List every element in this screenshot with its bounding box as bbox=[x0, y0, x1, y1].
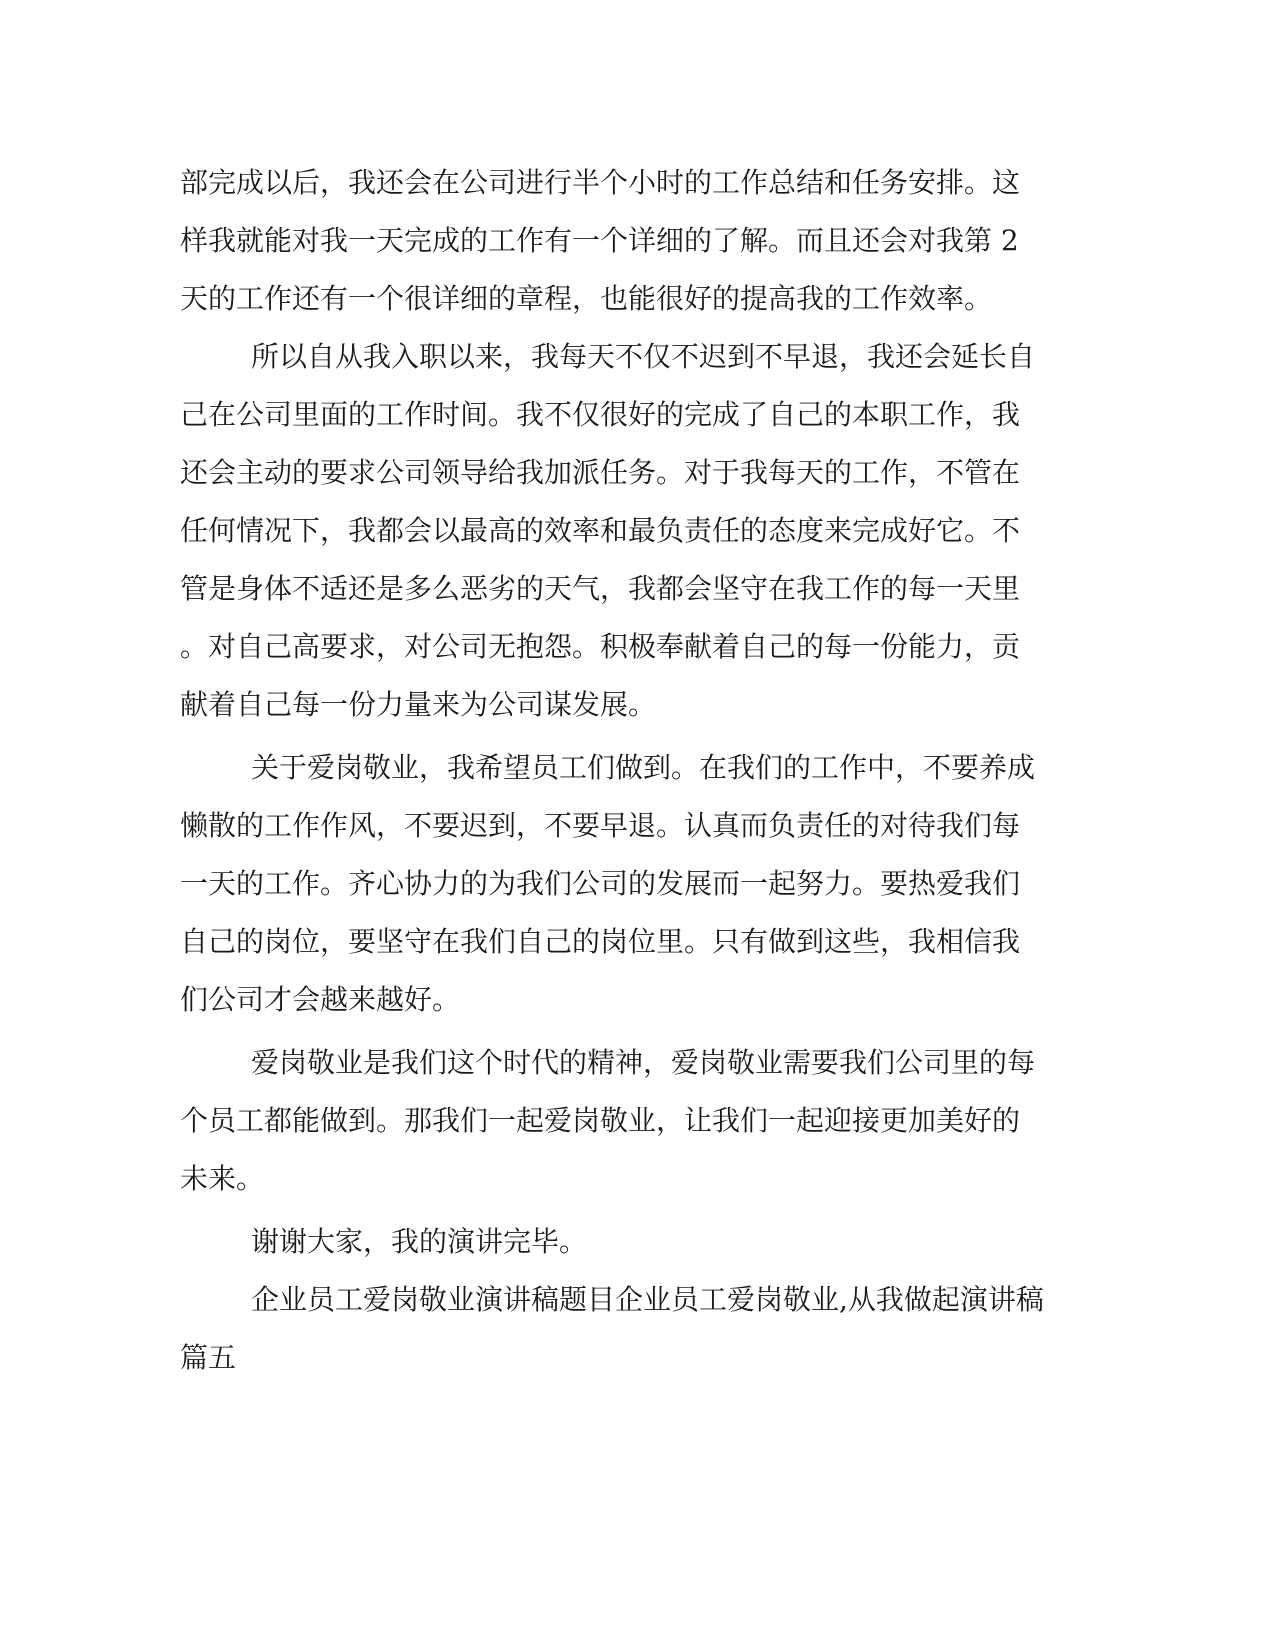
paragraph-first-line: 所以自从我入职以来，我每天不仅不迟到不早退，我还会延长自 bbox=[251, 340, 1036, 373]
text-line: 献着自己每一份力量来为公司谋发展。 bbox=[180, 688, 657, 721]
text-line: 样我就能对我一天完成的工作有一个详细的了解。而且还会对我第 2 bbox=[180, 224, 1019, 257]
text-line: 们公司才会越来越好。 bbox=[180, 983, 461, 1016]
text-line: 个员工都能做到。那我们一起爱岗敬业，让我们一起迎接更加美好的 bbox=[180, 1104, 1021, 1137]
section-heading-line: 企业员工爱岗敬业演讲稿题目企业员工爱岗敬业,从我做起演讲稿 bbox=[251, 1283, 1044, 1316]
text-line: 任何情况下，我都会以最高的效率和最负责任的态度来完成好它。不 bbox=[180, 514, 1021, 547]
text-line: 管是身体不适还是多么恶劣的天气，我都会坚守在我工作的每一天里 bbox=[180, 572, 1021, 605]
text-line: 部完成以后，我还会在公司进行半个小时的工作总结和任务安排。这 bbox=[180, 166, 1021, 199]
section-heading-line: 篇五 bbox=[180, 1341, 237, 1374]
text-line: 。对自己高要求，对公司无抱怨。积极奉献着自己的每一份能力，贡 bbox=[180, 630, 1021, 663]
text-line: 天的工作还有一个很详细的章程，也能很好的提高我的工作效率。 bbox=[180, 282, 993, 315]
text-line: 未来。 bbox=[180, 1162, 265, 1195]
text-line: 己在公司里面的工作时间。我不仅很好的完成了自己的本职工作，我 bbox=[180, 398, 1021, 431]
text-line: 自己的岗位，要坚守在我们自己的岗位里。只有做到这些，我相信我 bbox=[180, 925, 1021, 958]
text-line: 还会主动的要求公司领导给我加派任务。对于我每天的工作，不管在 bbox=[180, 456, 1021, 489]
text-line: 一天的工作。齐心协力的为我们公司的发展而一起努力。要热爱我们 bbox=[180, 867, 1021, 900]
paragraph-first-line: 关于爱岗敬业，我希望员工们做到。在我们的工作中，不要养成 bbox=[251, 751, 1036, 784]
paragraph-first-line: 爱岗敬业是我们这个时代的精神，爱岗敬业需要我们公司里的每 bbox=[251, 1046, 1036, 1079]
text-line: 懒散的工作作风，不要迟到，不要早退。认真而负责任的对待我们每 bbox=[180, 809, 1021, 842]
paragraph-first-line: 谢谢大家，我的演讲完毕。 bbox=[251, 1225, 588, 1258]
